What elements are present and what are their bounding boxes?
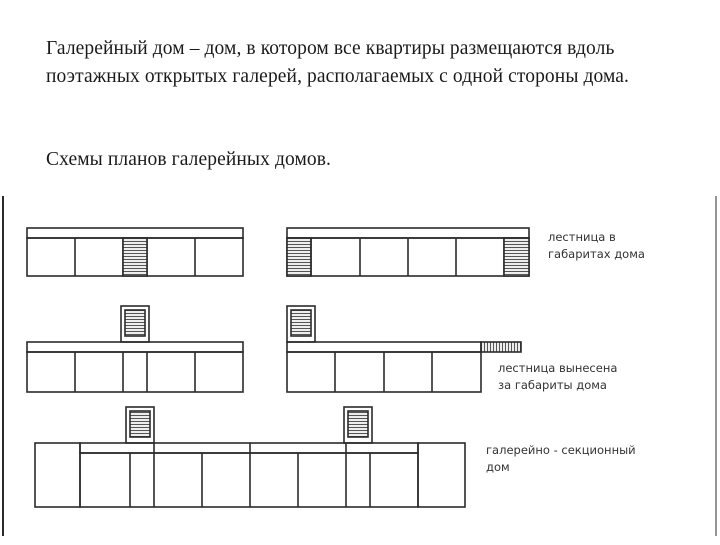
gallery [287,228,529,238]
stair-left [130,411,150,437]
end-section-left [35,443,80,507]
stair-right [348,411,368,437]
gallery [287,342,481,352]
gallery-house-plans-figure [0,192,720,540]
plan-5-gallery-section [35,407,465,507]
stair-extension [481,342,521,352]
plans-drawing [0,192,720,540]
stair [123,238,147,276]
schemes-caption: Схемы планов галерейных домов. [46,149,332,170]
label-stair-outside-line2: за габариты дома [498,378,607,392]
stair [125,310,145,336]
plan-1-left-stair-inside [27,228,243,276]
label-stair-inside-line1: лестница в [548,230,616,244]
gallery [27,342,243,352]
end-section-right [418,443,465,507]
gallery [80,443,418,453]
label-gallery-section-line1: галерейно - секционный [486,443,636,457]
label-stair-inside-line2: габаритах дома [548,247,645,261]
stair-left [287,238,311,276]
gallery [27,228,243,238]
plan-2-right-stair-inside [287,228,529,276]
apartments-row [27,352,243,392]
stair-right [504,238,529,276]
label-stair-outside-line1: лестница вынесена [498,361,618,375]
label-gallery-section-line2: дом [486,460,510,474]
plan-4-right-stair-outside [287,306,521,392]
definition-text: Галерейный дом – дом, в котором все квартиры размещаются вдоль поэтажных открытых галерей, располагаемых с одной стороны дома. [46,38,630,87]
plan-3-left-stair-outside [27,306,243,392]
stair [291,310,311,336]
